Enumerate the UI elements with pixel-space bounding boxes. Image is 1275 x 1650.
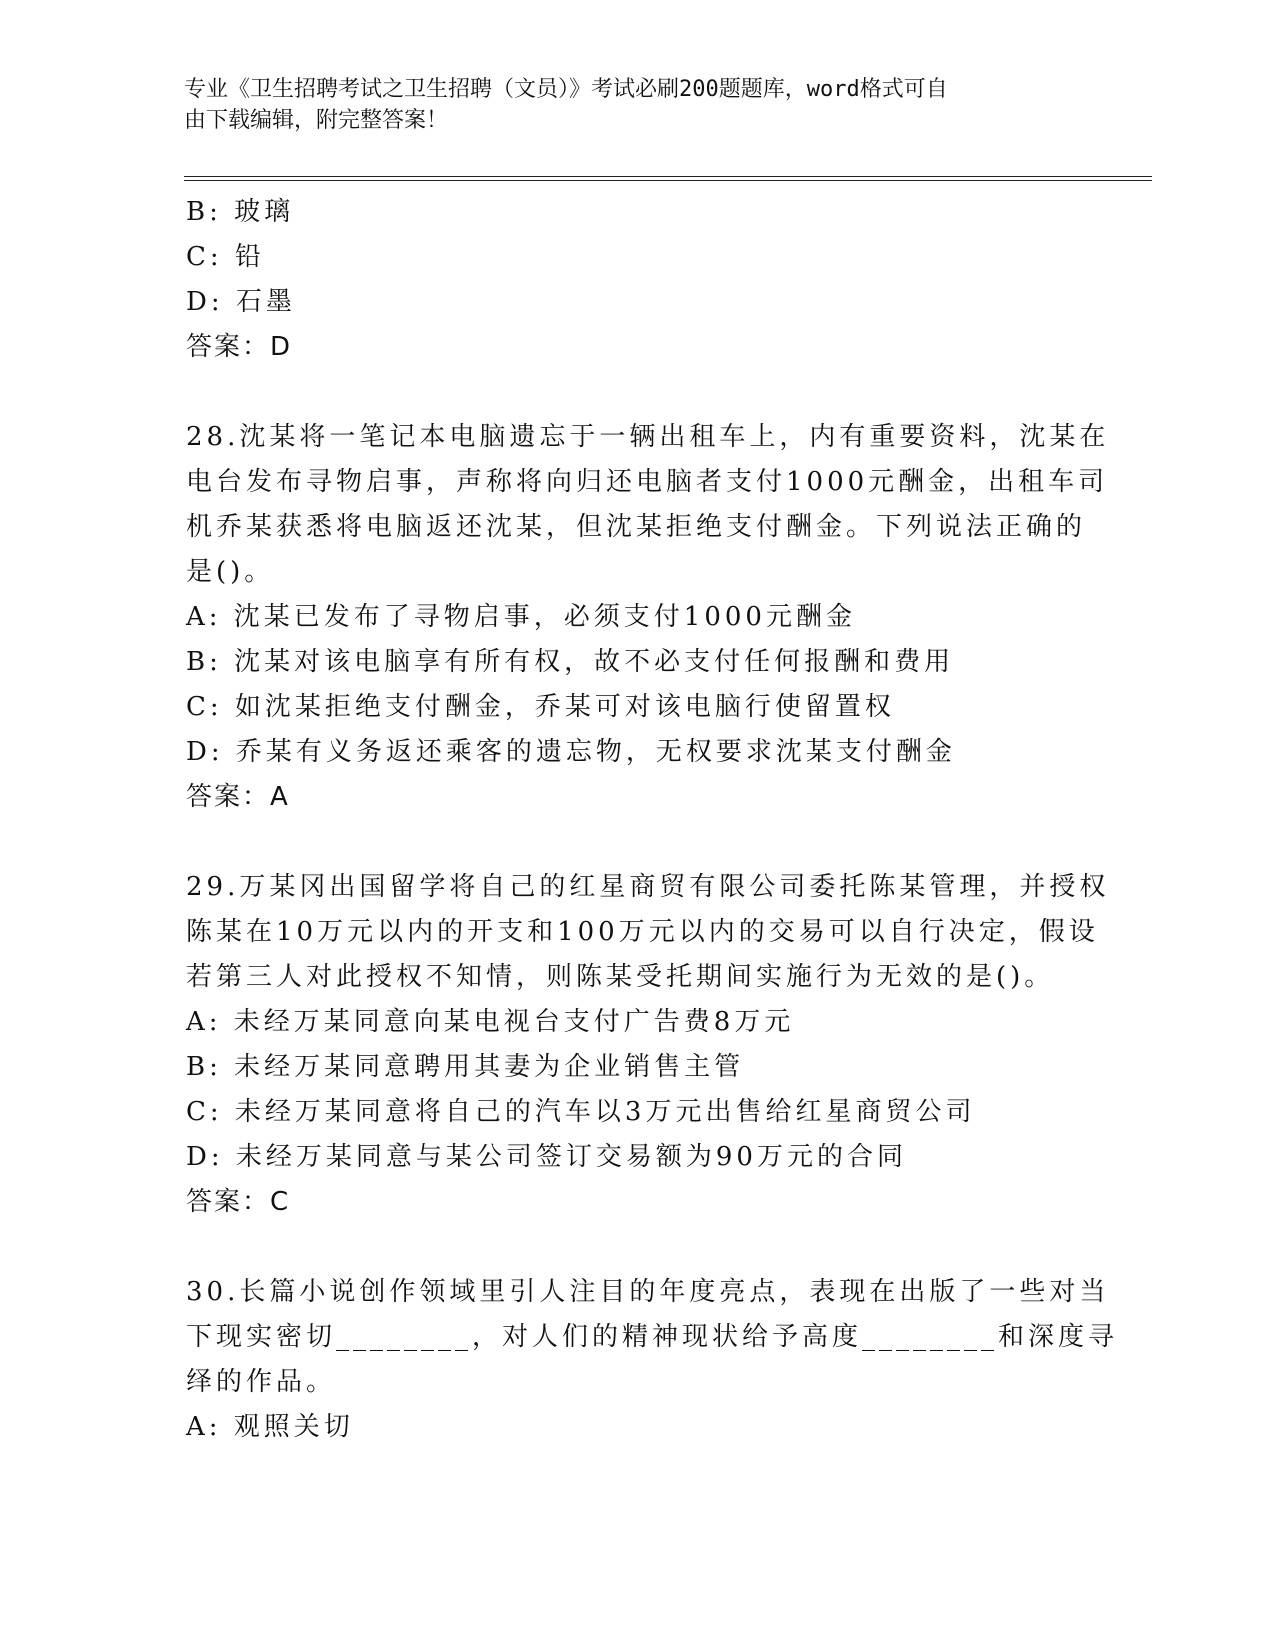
- option-a: A: 观照关切: [186, 1412, 354, 1442]
- answer-line: 答案：D: [186, 332, 293, 362]
- question-stem-line: 机乔某获悉将电脑返还沈某，但沈某拒绝支付酬金。下列说法正确的: [186, 512, 1087, 542]
- spacer: [186, 370, 1086, 415]
- option-d: D: 未经万某同意与某公司签订交易额为90万元的合同: [186, 1142, 907, 1172]
- option-a: A: 未经万某同意向某电视台支付广告费8万元: [186, 1007, 795, 1037]
- question-stem-line: 是()。: [186, 557, 275, 587]
- option-c: C: 未经万某同意将自己的汽车以3万元出售给红星商贸公司: [186, 1097, 976, 1127]
- option-a: A: 沈某已发布了寻物启事，必须支付1000元酬金: [186, 602, 856, 632]
- option-c: C: 铅: [186, 242, 265, 272]
- spacer: [186, 820, 1086, 865]
- answer-line: 答案：C: [186, 1187, 291, 1217]
- question-stem-line: 28.沈某将一笔记本电脑遗忘于一辆出租车上，内有重要资料，沈某在: [186, 422, 1110, 452]
- header-line-1: 专业《卫生招聘考试之卫生招聘（文员）》考试必刷200题题库，word格式可自: [184, 77, 948, 102]
- option-b: B: 沈某对该电脑享有所有权，故不必支付任何报酬和费用: [186, 647, 955, 677]
- question-stem-line: 陈某在10万元以内的开支和100万元以内的交易可以自行决定，假设: [186, 917, 1099, 947]
- question-stem-line: 30.长篇小说创作领域里引人注目的年度亮点，表现在出版了一些对当: [186, 1277, 1110, 1307]
- option-d: D: 乔某有义务返还乘客的遗忘物，无权要求沈某支付酬金: [186, 737, 956, 767]
- option-c: C: 如沈某拒绝支付酬金，乔某可对该电脑行使留置权: [186, 692, 895, 722]
- question-27-tail: [186, 190, 1086, 370]
- question-stem-line: 电台发布寻物启事，声称将向归还电脑者支付1000元酬金，出租车司: [186, 467, 1109, 497]
- question-stem-line: 下现实密切________，对人们的精神现状给予高度________和深度寻: [186, 1322, 1119, 1352]
- spacer: [186, 1225, 1086, 1270]
- question-30: [186, 1270, 1119, 1450]
- option-b: B: 玻璃: [186, 197, 295, 227]
- question-stem-line: 绎的作品。: [186, 1367, 337, 1397]
- page-header: [184, 74, 1064, 136]
- question-28: [186, 415, 1110, 820]
- document-body: [186, 190, 1119, 1450]
- question-stem-line: 若第三人对此授权不知情，则陈某受托期间实施行为无效的是()。: [186, 962, 1055, 992]
- question-stem-line: 29.万某冈出国留学将自己的红星商贸有限公司委托陈某管理，并授权: [186, 872, 1110, 902]
- option-b: B: 未经万某同意聘用其妻为企业销售主管: [186, 1052, 745, 1082]
- header-line-2: 由下载编辑，附完整答案！: [184, 108, 449, 133]
- answer-line: 答案：A: [186, 782, 290, 812]
- question-29: [186, 865, 1110, 1225]
- option-d: D: 石墨: [186, 287, 296, 317]
- header-divider: [184, 176, 1152, 181]
